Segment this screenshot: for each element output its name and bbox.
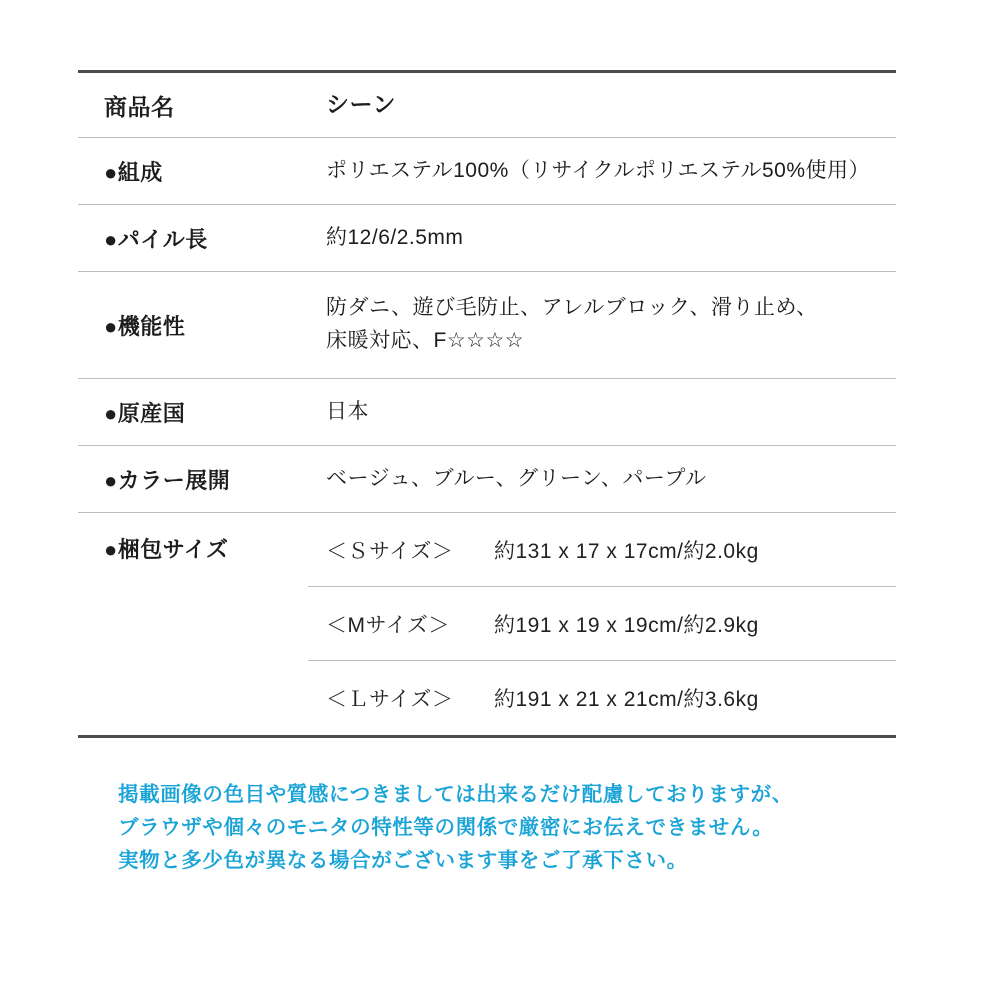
package-size-list	[308, 513, 896, 735]
row-label: ●原産国	[104, 400, 186, 426]
row-label: ●組成	[104, 159, 163, 185]
row-value: 日本	[326, 399, 369, 423]
row-value: ポリエステル100%（リサイクルポリエステル50%使用）	[326, 158, 871, 182]
package-size-item-l	[308, 661, 896, 735]
size-value: 約191 x 21 x 21cm/約3.6kg	[494, 688, 759, 711]
row-label: 商品名	[104, 93, 175, 120]
note-line-3: 実物と多少色が異なる場合がございます事をご了承下さい。	[118, 849, 688, 873]
row-value-line1: 防ダニ、遊び毛防止、アレルブロック、滑り止め、	[326, 296, 818, 320]
table-row-pile-length	[78, 205, 896, 272]
table-row-package-size	[78, 513, 896, 738]
size-value: 約191 x 19 x 19cm/約2.9kg	[494, 613, 759, 637]
row-value: 約12/6/2.5mm	[326, 225, 464, 249]
size-name: ＜Mサイズ＞	[326, 613, 450, 637]
spec-table	[78, 70, 896, 738]
row-value: ベージュ、ブルー、グリーン、パープル	[326, 466, 707, 490]
table-row-origin	[78, 379, 896, 446]
color-disclaimer-note	[118, 778, 918, 878]
table-row-colors	[78, 446, 896, 513]
row-value-line2: 床暖対応、F☆☆☆☆	[326, 329, 525, 352]
row-value-multiline	[308, 272, 896, 378]
note-line-2: ブラウザや個々のモニタの特性等の関係で厳密にお伝えできません。	[118, 816, 774, 840]
size-name: ＜Ｌサイズ＞	[326, 688, 454, 711]
row-label: ●パイル長	[104, 226, 208, 252]
note-line-1: 掲載画像の色目や質感につきましては出来るだけ配慮しておりますが、	[118, 783, 793, 806]
table-row-functionality	[78, 272, 896, 379]
row-label: ●機能性	[104, 313, 186, 339]
size-value: 約131 x 17 x 17cm/約2.0kg	[494, 539, 759, 563]
table-row-product-name	[78, 70, 896, 138]
row-label: ●梱包サイズ	[104, 537, 229, 562]
row-label: ●カラー展開	[104, 467, 231, 493]
table-row-composition	[78, 138, 896, 205]
row-value: シーン	[326, 91, 397, 118]
size-name: ＜Ｓサイズ＞	[326, 539, 454, 563]
package-size-item-s	[308, 513, 896, 587]
package-size-item-m	[308, 587, 896, 661]
